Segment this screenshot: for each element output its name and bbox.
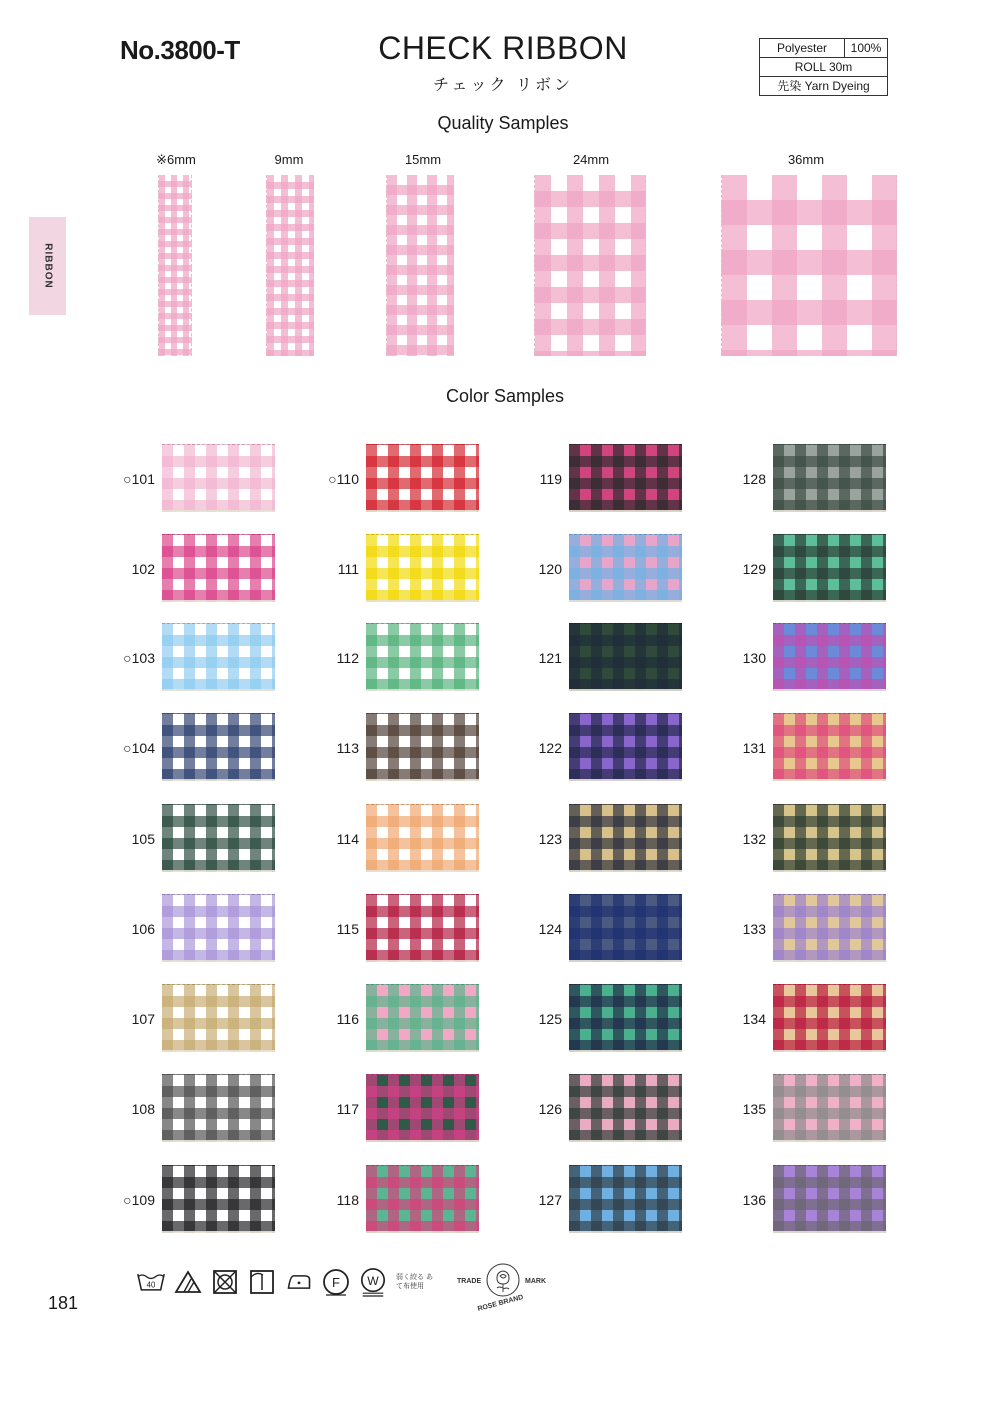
color-swatch xyxy=(773,623,886,691)
color-code-label: 136 xyxy=(742,1192,766,1208)
quality-swatch xyxy=(721,175,897,356)
wet-clean-letter: W xyxy=(367,1273,379,1288)
color-code-label: 127 xyxy=(538,1192,562,1208)
color-swatch xyxy=(773,1074,886,1142)
color-swatch xyxy=(162,623,275,691)
quality-size-label: 15mm xyxy=(404,152,442,167)
color-code-label: 135 xyxy=(742,1101,766,1117)
spec-roll-row xyxy=(760,58,887,77)
color-swatch xyxy=(162,534,275,602)
color-code-label: 106 xyxy=(131,921,155,937)
color-swatch xyxy=(569,623,682,691)
wet-clean-icon xyxy=(359,1268,387,1296)
quality-swatch xyxy=(534,175,646,356)
iron-low-icon xyxy=(285,1268,313,1296)
color-code-label: ○101 xyxy=(123,471,155,487)
color-code-label: 116 xyxy=(336,1011,359,1027)
quality-size-label: 9mm xyxy=(274,152,304,167)
color-code-label: ○103 xyxy=(123,650,155,666)
trademark-left: TRADE xyxy=(457,1278,482,1285)
color-swatch xyxy=(773,984,886,1052)
color-code-label: 128 xyxy=(742,471,766,487)
rose-brand-trademark xyxy=(455,1260,550,1316)
color-code-label: 118 xyxy=(336,1192,359,1208)
color-code-label: 119 xyxy=(539,471,562,487)
line-dry-icon xyxy=(248,1268,276,1296)
color-swatch xyxy=(162,1074,275,1142)
color-code-label: ○110 xyxy=(328,471,359,487)
color-code-label: 115 xyxy=(336,921,359,937)
color-swatch xyxy=(366,804,479,872)
dry-clean-letter: F xyxy=(332,1275,340,1290)
color-swatch xyxy=(773,713,886,781)
color-code-label: 129 xyxy=(742,561,766,577)
color-swatch xyxy=(162,444,275,512)
color-swatch xyxy=(773,444,886,512)
care-note: 弱く絞る あて布使用 xyxy=(396,1274,433,1290)
color-code-label: 124 xyxy=(538,921,562,937)
color-swatch xyxy=(569,1165,682,1233)
page-number: 181 xyxy=(48,1293,79,1313)
quality-swatch xyxy=(386,175,454,356)
color-swatch xyxy=(366,444,479,512)
color-swatch xyxy=(366,1074,479,1142)
color-code-label: 125 xyxy=(538,1011,562,1027)
color-swatch xyxy=(773,804,886,872)
spec-material: Polyester xyxy=(760,39,845,57)
color-swatch xyxy=(569,1074,682,1142)
color-code-label: 112 xyxy=(336,650,359,666)
color-swatch xyxy=(569,984,682,1052)
color-swatch xyxy=(162,804,275,872)
color-swatch xyxy=(162,713,275,781)
color-code-label: 123 xyxy=(538,831,562,847)
quality-swatch xyxy=(266,175,314,356)
spec-roll: ROLL 30m xyxy=(794,60,853,74)
side-tab-label: RIBBON xyxy=(42,243,53,289)
quality-swatch xyxy=(158,175,192,356)
no-tumble-dry-icon xyxy=(211,1268,239,1296)
product-number: No.3800-T xyxy=(120,35,240,65)
color-code-label: 120 xyxy=(538,561,562,577)
color-code-label: 113 xyxy=(336,740,359,756)
color-code-label: 132 xyxy=(742,831,766,847)
color-swatch xyxy=(569,444,682,512)
care-symbols xyxy=(137,1268,436,1296)
color-code-label: 121 xyxy=(538,650,562,666)
dry-clean-icon xyxy=(322,1268,350,1296)
spec-dye-row xyxy=(760,77,887,95)
trademark-right: MARK xyxy=(525,1278,546,1285)
color-code-label: 131 xyxy=(742,740,766,756)
color-swatch xyxy=(366,623,479,691)
quality-size-label: ※6mm xyxy=(156,152,196,167)
trademark-brand: ROSE BRAND xyxy=(476,1294,525,1313)
color-swatch xyxy=(366,534,479,602)
page-subtitle: チェック リボン xyxy=(433,77,573,94)
color-swatch xyxy=(569,804,682,872)
spec-table xyxy=(759,38,888,96)
quality-size-label: 36mm xyxy=(787,152,825,167)
color-swatch xyxy=(569,894,682,962)
color-swatch xyxy=(773,1165,886,1233)
color-samples-heading: Color Samples xyxy=(445,386,565,406)
color-code-label: ○104 xyxy=(123,740,155,756)
color-code-label: 126 xyxy=(538,1101,562,1117)
spec-dye: 先染 Yarn Dyeing xyxy=(777,79,870,93)
color-code-label: 107 xyxy=(131,1011,155,1027)
color-swatch xyxy=(162,984,275,1052)
page-title: CHECK RIBBON xyxy=(378,30,628,66)
color-code-label: 111 xyxy=(337,561,359,577)
quality-samples-heading: Quality Samples xyxy=(437,113,569,133)
color-code-label: 102 xyxy=(131,561,155,577)
side-tab xyxy=(29,217,66,315)
color-swatch xyxy=(569,534,682,602)
spec-material-pct: 100% xyxy=(850,41,882,55)
color-code-label: 105 xyxy=(131,831,155,847)
color-code-label: 134 xyxy=(742,1011,766,1027)
color-swatch xyxy=(162,894,275,962)
color-code-label: 122 xyxy=(538,740,562,756)
color-swatch xyxy=(366,713,479,781)
color-code-label: 108 xyxy=(131,1101,155,1117)
quality-size-label: 24mm xyxy=(572,152,610,167)
color-swatch xyxy=(366,1165,479,1233)
color-swatch xyxy=(773,534,886,602)
rose-icon xyxy=(485,1262,521,1298)
color-code-label: 114 xyxy=(336,831,359,847)
color-code-label: 130 xyxy=(742,650,766,666)
color-swatch xyxy=(366,894,479,962)
bleach-icon xyxy=(174,1268,202,1296)
color-swatch xyxy=(366,984,479,1052)
color-code-label: ○109 xyxy=(123,1192,155,1208)
color-swatch xyxy=(773,894,886,962)
wash-40-icon xyxy=(137,1268,165,1296)
color-swatch xyxy=(569,713,682,781)
color-code-label: 133 xyxy=(742,921,766,937)
wash-temp: 40 xyxy=(146,1280,156,1290)
spec-material-row xyxy=(760,39,887,58)
color-code-label: 117 xyxy=(336,1101,359,1117)
color-swatch xyxy=(162,1165,275,1233)
